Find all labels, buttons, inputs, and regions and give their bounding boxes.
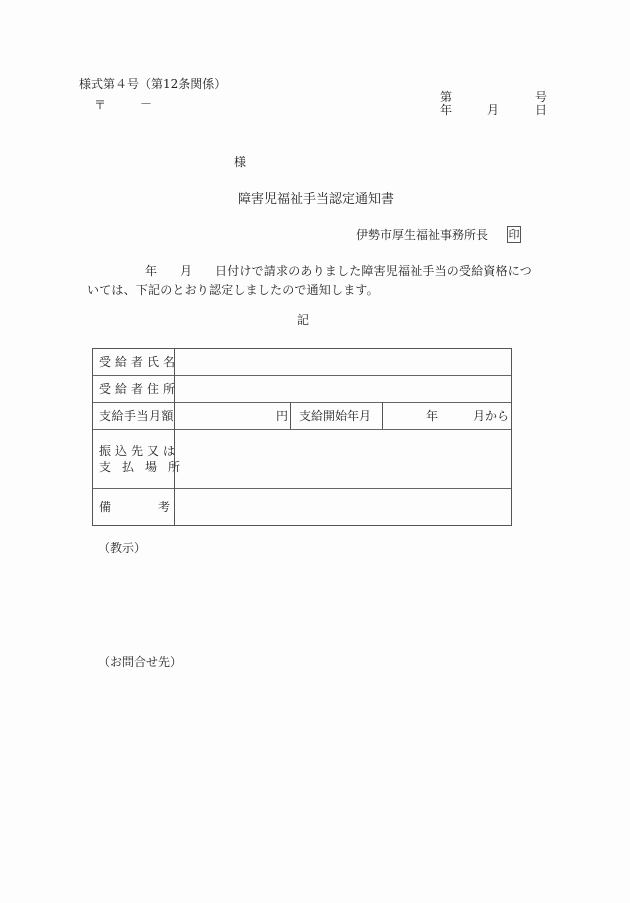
recipient-name-label: 受給者氏名 [99,355,180,369]
payment-place-label-line2: 支払場所 [99,460,192,474]
form-number: 様式第４号（第12条関係） [79,77,227,91]
date-year: 年 [440,103,453,117]
recipient-address-label: 受給者住所 [99,382,180,396]
postal-dash: － [140,97,153,111]
start-date-label: 支給開始年月 [299,409,372,423]
start-year: 年 [426,409,439,423]
recipient-address-field[interactable] [177,379,507,399]
document-title: 障害児福祉手当認定通知書 [238,192,395,207]
body-line-1: 日付けで請求のありました障害児福祉手当の受給資格につ [215,264,532,278]
contact-heading: （お問合せ先） [98,655,183,669]
monthly-amount-label: 支給手当月額 [99,409,175,423]
recipient-name-field[interactable] [177,352,507,372]
issuer-name: 伊勢市厚生福祉事務所長 [356,228,489,242]
row-divider [93,429,511,430]
doc-number-suffix: 号 [535,90,548,104]
remarks-label-left: 備 [99,500,112,514]
remarks-field[interactable] [177,492,507,522]
recipient-honorific: 様 [234,155,247,169]
label-column-divider [174,349,175,525]
body-month: 月 [180,264,193,278]
date-month: 月 [487,103,500,117]
monthly-amount-field[interactable] [177,406,277,426]
start-month: 月から [473,409,510,423]
details-table [92,348,512,526]
amount-unit: 円 [276,409,289,423]
seal-mark: 印 [508,228,520,241]
remarks-label-right: 考 [158,500,171,514]
payment-place-label-line1: 振込先又は [99,444,180,458]
ki-heading: 記 [297,313,310,327]
body-line-2: いては、下記のとおり認定しましたので通知します。 [87,283,379,297]
row-divider [93,402,511,403]
doc-number-prefix: 第 [440,90,453,104]
date-day: 日 [535,103,548,117]
postal-mark: 〒 [94,98,107,112]
amount-divider [290,402,291,429]
body-year: 年 [145,264,158,278]
row-divider [93,488,511,489]
instruction-heading: （教示） [98,541,147,555]
row-divider [93,375,511,376]
payment-place-field[interactable] [177,433,507,483]
start-date-divider [382,402,383,429]
